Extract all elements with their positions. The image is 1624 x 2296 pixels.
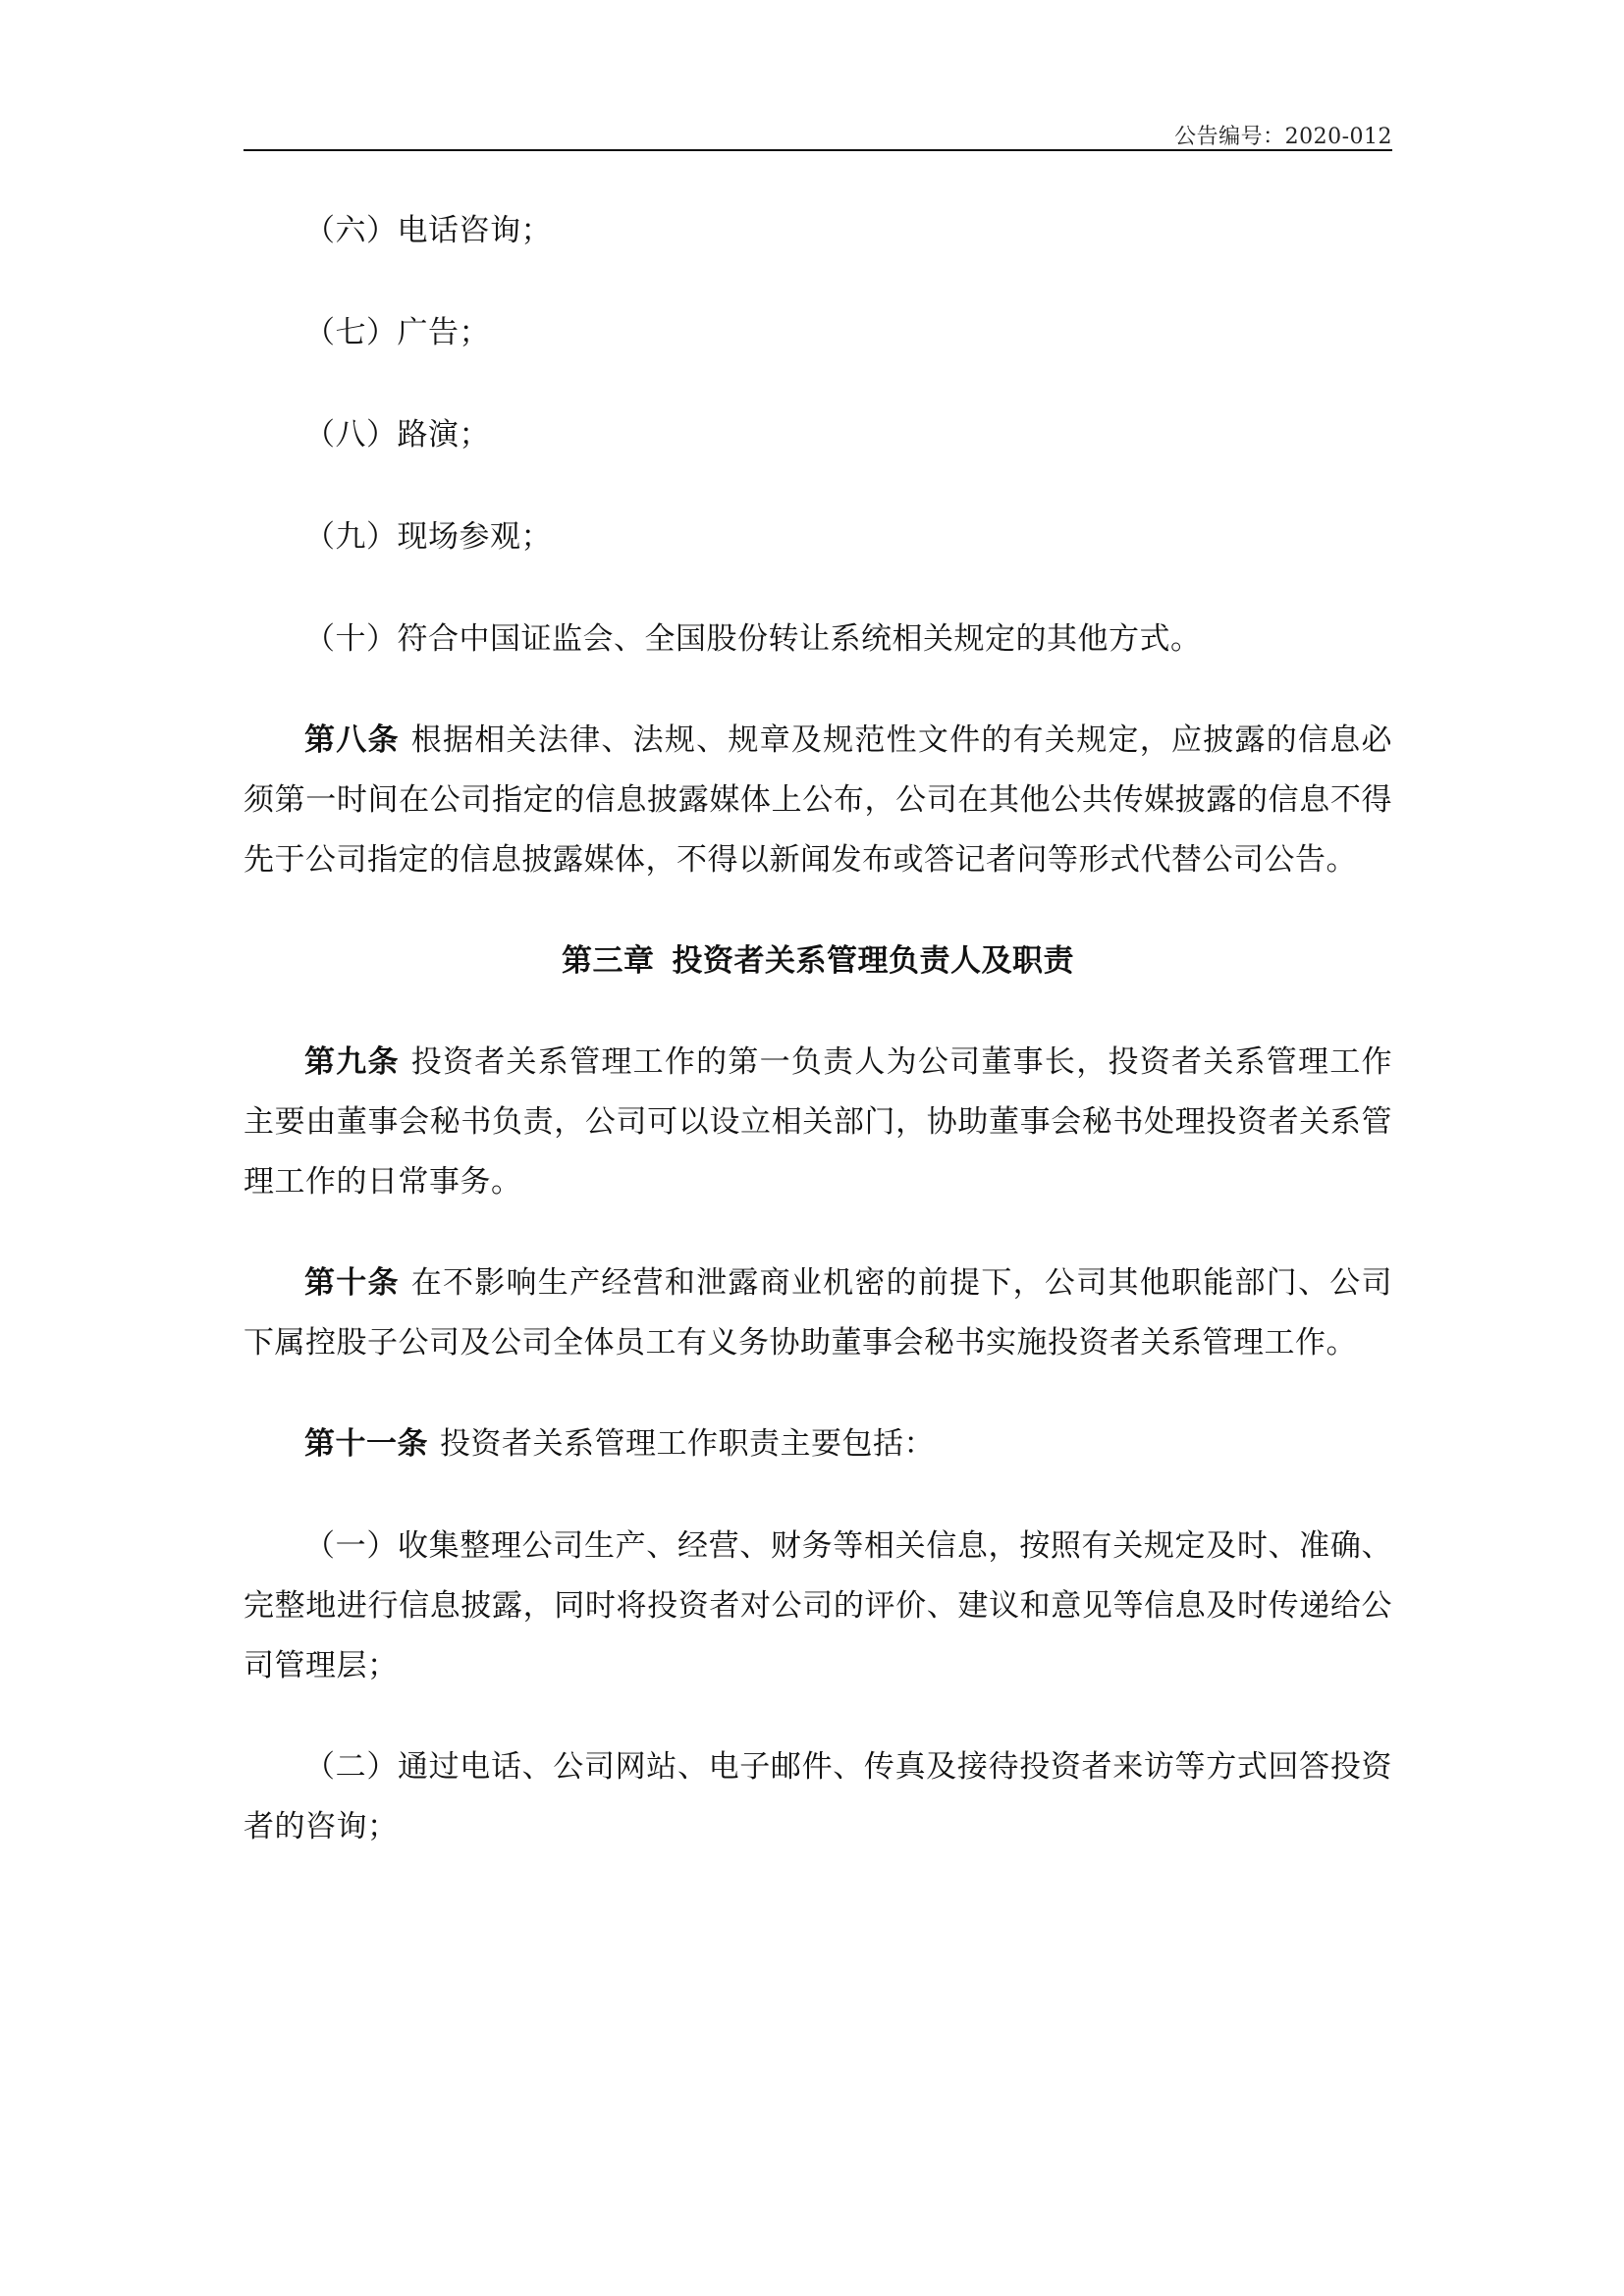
list-item: （六）电话咨询；: [304, 213, 552, 248]
article-text: 根据相关法律、法规、规章及规范性文件的有关规定，应披露的信息必须第一时间在公司指定的信息披露媒体上公布，公司在其他公共传媒披露的信息不得先于公司指定的信息披露媒体，不得以新闻发布或答记者问等形式代替公司公告。: [244, 722, 1393, 878]
chapter-title: 投资者关系管理负责人及职责: [672, 943, 1074, 979]
header-rule: [244, 149, 1392, 151]
list-item: （二）通过电话、公司网站、电子邮件、传真及接待投资者来访等方式回答投资者的咨询；: [244, 1749, 1392, 1844]
list-item: （九）现场参观；: [304, 519, 552, 555]
article-number: 第九条: [304, 1044, 400, 1080]
article-text: 投资者关系管理工作职责主要包括：: [440, 1426, 935, 1462]
announcement-number: 公告编号：2020-012: [1174, 125, 1392, 149]
article-text: 投资者关系管理工作的第一负责人为公司董事长，投资者关系管理工作主要由董事会秘书负责，公司可以设立相关部门，协助董事会秘书处理投资者关系管理工作的日常事务。: [244, 1044, 1393, 1200]
document-body: [244, 201, 1392, 1899]
list-item: （一）收集整理公司生产、经营、财务等相关信息，按照有关规定及时、准确、完整地进行信息披露，同时将投资者对公司的评价、建议和意见等信息及时传递给公司管理层；: [244, 1528, 1392, 1683]
article-8: [244, 711, 1392, 890]
article-text: 在不影响生产经营和泄露商业机密的前提下，公司其他职能部门、公司下属控股子公司及公司全体员工有义务协助董事会秘书实施投资者关系管理工作。: [244, 1265, 1393, 1361]
article-number: 第八条: [304, 722, 400, 758]
article-number: 第十一条: [304, 1426, 428, 1462]
chapter-heading: [244, 932, 1392, 991]
article-9: [244, 1033, 1392, 1212]
chapter-number: 第三章: [562, 943, 655, 979]
article-10: [244, 1254, 1392, 1373]
list-item: （七）广告；: [304, 315, 490, 350]
article-11: [244, 1415, 1392, 1474]
list-item: （八）路演；: [304, 417, 490, 453]
list-item: （十）符合中国证监会、全国股份转让系统相关规定的其他方式。: [304, 621, 1202, 657]
article-number: 第十条: [304, 1265, 400, 1301]
